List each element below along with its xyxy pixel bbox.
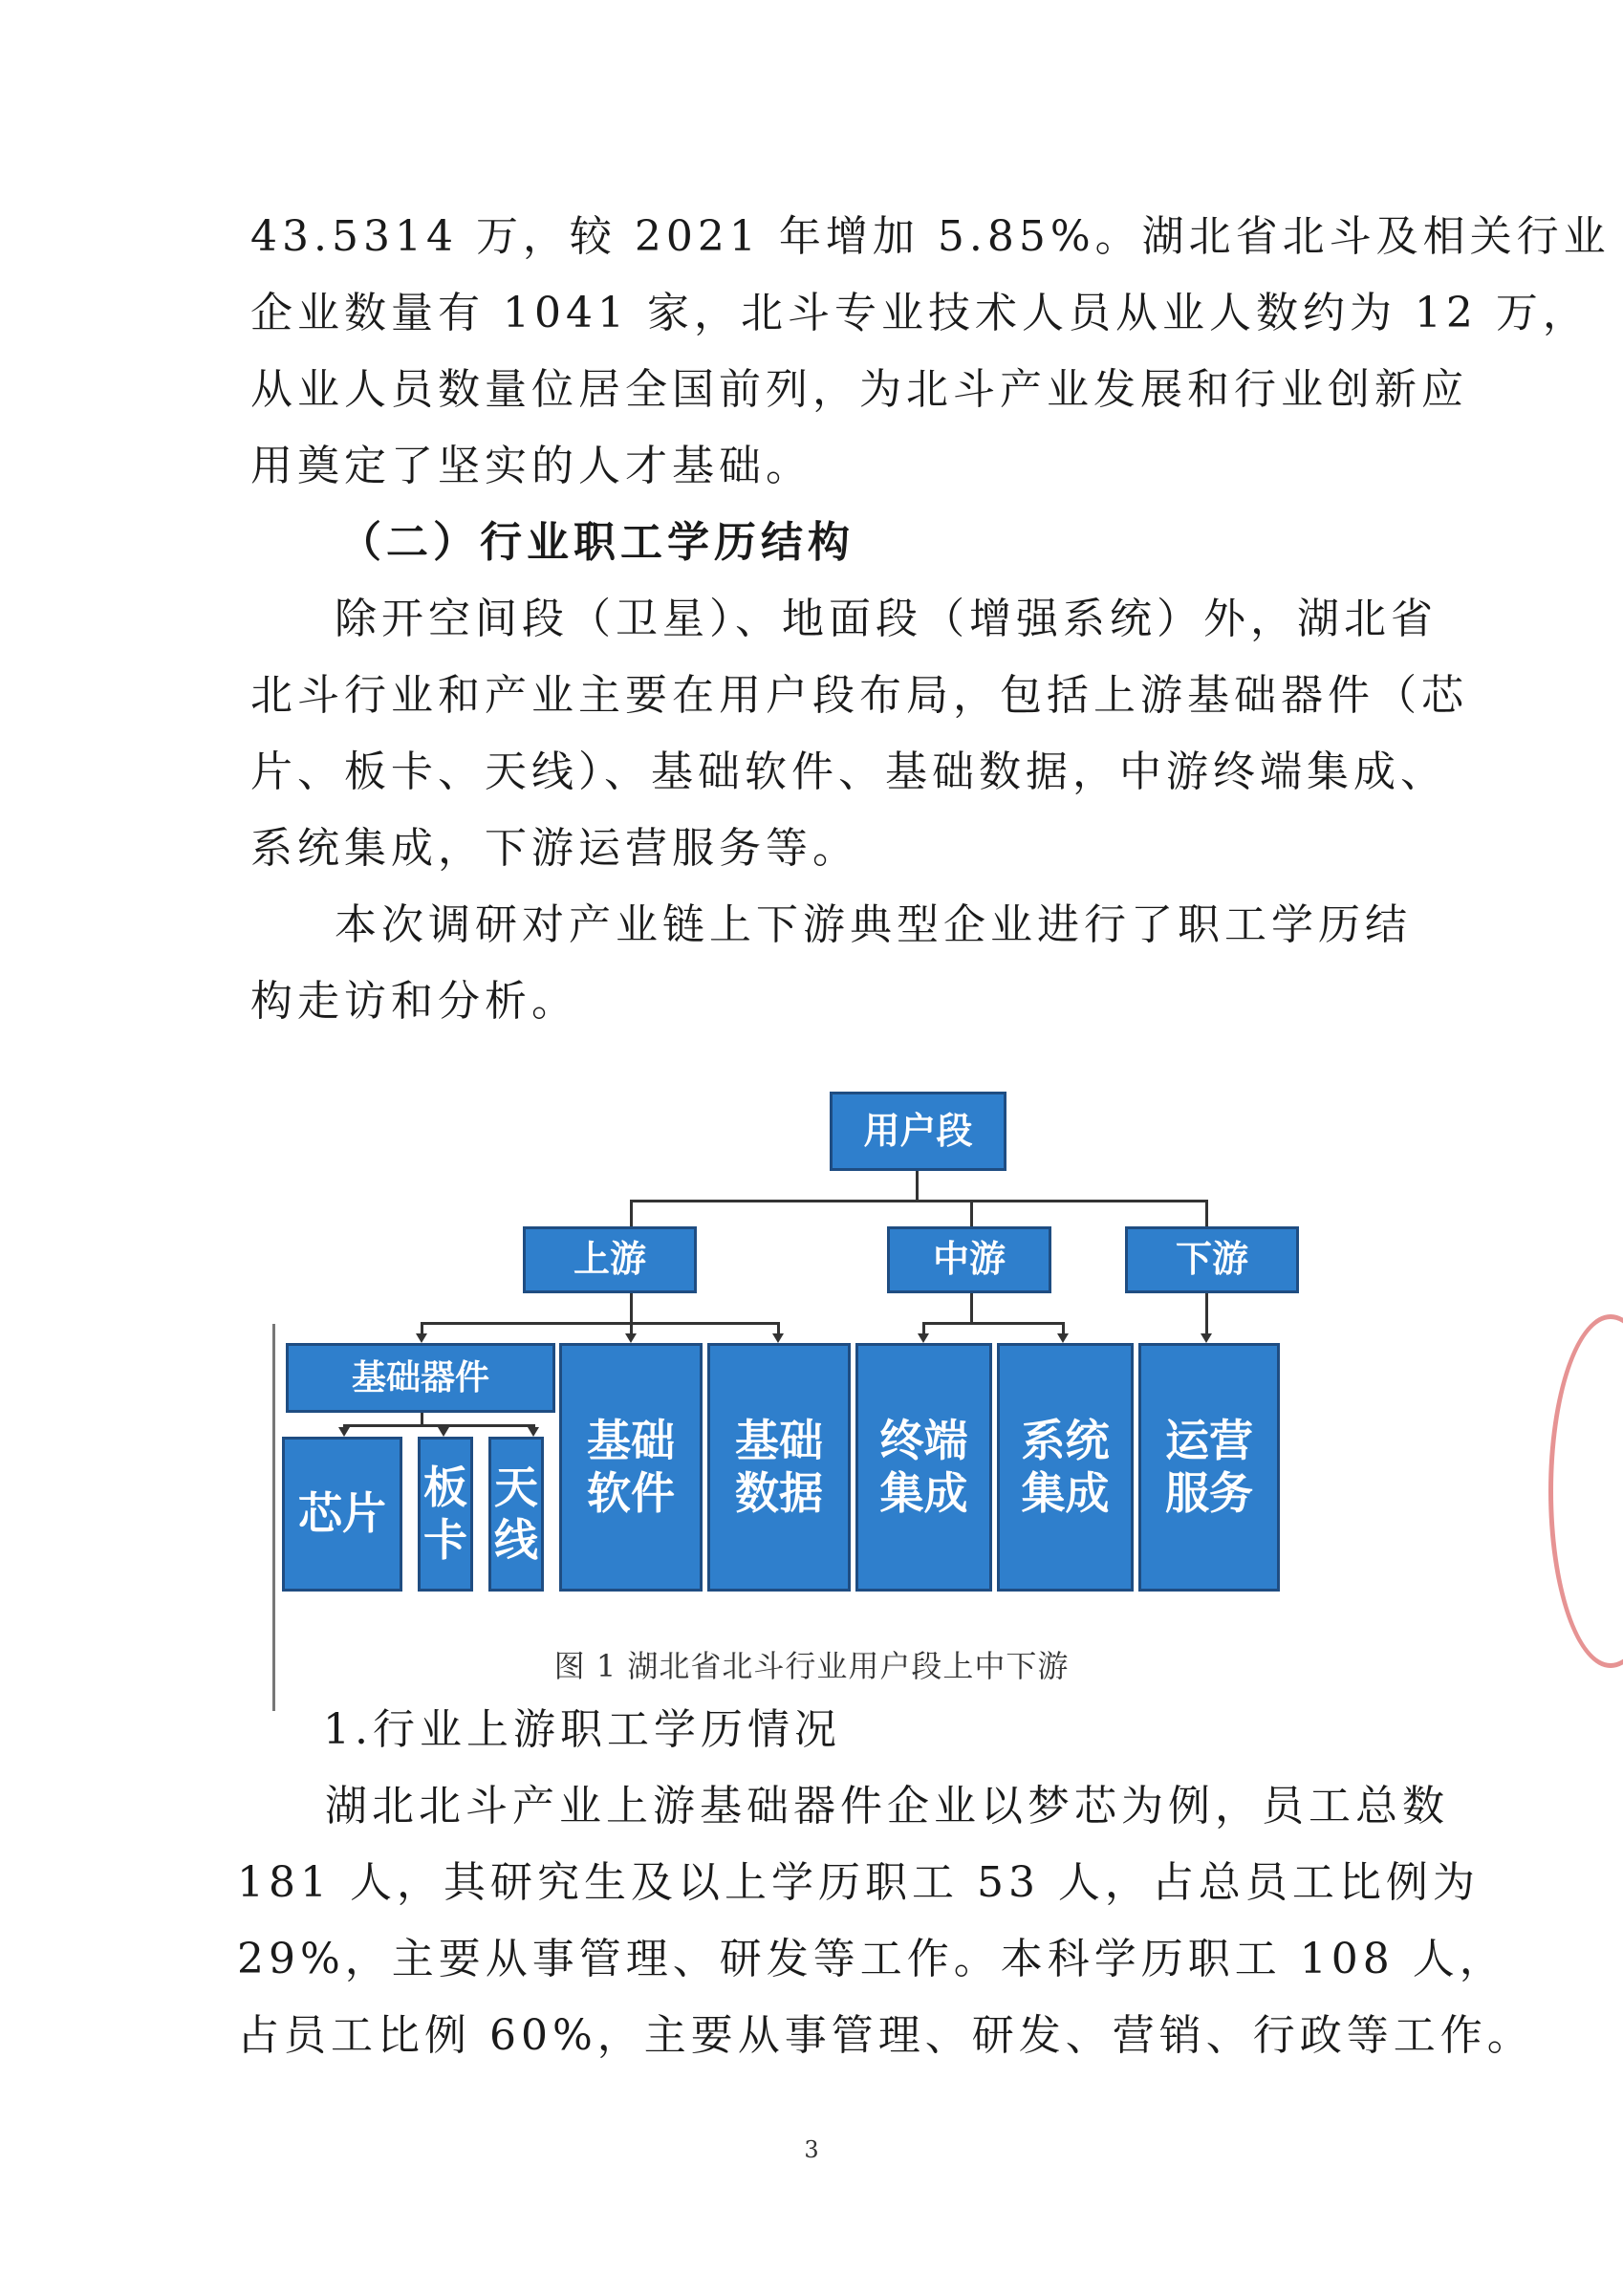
system-integration-box: 系统 集成 [997,1343,1134,1592]
connector-line [421,1413,423,1424]
connector-line [1205,1293,1208,1335]
connector-line [630,1200,1208,1202]
terminal-integration-box: 终端 集成 [855,1343,992,1592]
arrow-head [1057,1333,1069,1343]
arrow-head [1201,1333,1212,1343]
text-line: 企业数量有 1041 家，北斗专业技术人员从业人数约为 12 万， [250,289,1590,337]
connector-line [970,1200,973,1226]
user-segment-box: 用户段 [830,1092,1006,1171]
page-number: 3 [804,2136,819,2163]
arrow-head [528,1427,539,1437]
arrow-head [338,1427,350,1437]
text-line: 从业人员数量位居全国前列，为北斗产业发展和行业创新应 [250,365,1468,414]
text-line: 除开空间段（卫星）、地面段（增强系统）外，湖北省 [335,595,1438,643]
chip-box: 芯片 [282,1437,402,1592]
downstream-box: 下游 [1125,1226,1299,1293]
text-line: 系统集成，下游运营服务等。 [250,824,859,873]
connector-line [1205,1200,1208,1226]
operation-service-box: 运营 服务 [1138,1343,1280,1592]
text-line: 29%，主要从事管理、研发等工作。本科学历职工 108 人， [237,1935,1506,1983]
upstream-box: 上游 [523,1226,697,1293]
arrow-head [416,1333,427,1343]
red-seal-stamp [1548,1314,1623,1668]
figure-caption: 图 1 湖北省北斗行业用户段上中下游 [553,1648,1070,1684]
value-chain-diagram [272,1085,1305,1592]
text-line: 181 人，其研究生及以上学历职工 53 人，占总员工比例为 [237,1858,1480,1907]
connector-line [970,1293,973,1322]
text-line: 湖北北斗产业上游基础器件企业以梦芯为例，员工总数 [325,1782,1449,1830]
connector-line [916,1171,919,1200]
midstream-box: 中游 [887,1226,1051,1293]
text-line: 占员工比例 60%，主要从事管理、研发、营销、行政等工作。 [237,2011,1534,2060]
board-box: 板 卡 [418,1437,473,1592]
basic-data-box: 基础 数据 [707,1343,851,1592]
antenna-box: 天 线 [488,1437,544,1592]
connector-line [421,1322,780,1325]
text-line: 构走访和分析。 [250,977,578,1026]
arrow-head [438,1427,449,1437]
basic-devices-box: 基础器件 [286,1343,555,1413]
connector-line [922,1322,1065,1325]
connector-line [630,1293,633,1322]
text-line: 用奠定了坚实的人才基础。 [250,442,812,490]
arrow-head [625,1333,637,1343]
text-line: 北斗行业和产业主要在用户段布局，包括上游基础器件（芯 [250,671,1468,720]
basic-software-box: 基础 软件 [559,1343,703,1592]
connector-line [630,1200,633,1226]
text-line: 43.5314 万，较 2021 年增加 5.85%。湖北省北斗及相关行业 [250,212,1611,261]
arrow-head [772,1333,784,1343]
text-line: 片、板卡、天线）、基础软件、基础数据，中游终端集成、 [250,747,1447,796]
subheading: 1.行业上游职工学历情况 [323,1705,841,1754]
arrow-head [918,1333,929,1343]
section-heading: （二）行业职工学历结构 [339,518,855,567]
text-line: 本次调研对产业链上下游典型企业进行了职工学历结 [335,900,1412,949]
